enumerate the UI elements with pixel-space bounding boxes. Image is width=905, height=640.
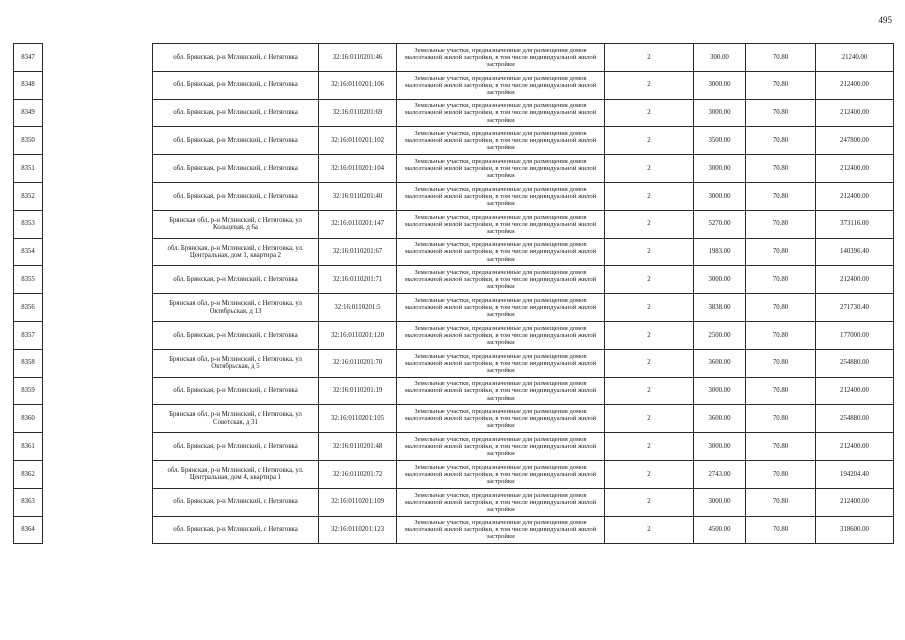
cell-cadastral: 32:16:0110201:5 <box>319 294 397 322</box>
cell-description: Земельные участки, предназначенные для размещения домов малоэтажной жилой застройки, в том числе индивидуальной жилой застройки <box>397 294 605 322</box>
cell-price: 70.80 <box>746 377 816 405</box>
cell-cadastral: 32:16:0110201:67 <box>319 238 397 266</box>
cell-category: 2 <box>605 44 694 72</box>
cell-category: 2 <box>605 321 694 349</box>
cell-total: 212400.00 <box>816 182 894 210</box>
cell-address: обл. Брянская, р-н Мглинский, с Нетяговка <box>153 516 319 544</box>
cell-total: 212400.00 <box>816 266 894 294</box>
cell-address: обл. Брянская, р-н Мглинский, с Нетяговка <box>153 127 319 155</box>
table-row <box>14 349 894 377</box>
cell-num: 8354 <box>14 238 43 266</box>
cell-category: 2 <box>605 460 694 488</box>
cell-blank <box>43 460 153 488</box>
cell-category: 2 <box>605 71 694 99</box>
cell-description: Земельные участки, предназначенные для размещения домов малоэтажной жилой застройки, в том числе индивидуальной жилой застройки <box>397 488 605 516</box>
cell-area: 3000.00 <box>694 155 746 183</box>
cell-description: Земельные участки, предназначенные для размещения домов малоэтажной жилой застройки, в том числе индивидуальной жилой застройки <box>397 266 605 294</box>
cell-cadastral: 32:16:0110201:123 <box>319 516 397 544</box>
cell-address: обл. Брянская, р-н Мглинский, с Нетяговка <box>153 433 319 461</box>
cell-blank <box>43 71 153 99</box>
cell-address: обл. Брянская, р-н Мглинский, с Нетяговка <box>153 44 319 72</box>
cell-blank <box>43 210 153 238</box>
cell-price: 70.80 <box>746 294 816 322</box>
cell-address: обл. Брянская, р-н Мглинский, с Нетяговка <box>153 321 319 349</box>
cell-price: 70.80 <box>746 321 816 349</box>
cell-num: 8361 <box>14 433 43 461</box>
cell-description: Земельные участки, предназначенные для размещения домов малоэтажной жилой застройки, в том числе индивидуальной жилой застройки <box>397 349 605 377</box>
cell-area: 3500.00 <box>694 127 746 155</box>
cell-description: Земельные участки, предназначенные для размещения домов малоэтажной жилой застройки, в том числе индивидуальной жилой застройки <box>397 405 605 433</box>
cell-num: 8359 <box>14 377 43 405</box>
cell-num: 8353 <box>14 210 43 238</box>
cell-total: 254880.00 <box>816 405 894 433</box>
cell-cadastral: 32:16:0110201:147 <box>319 210 397 238</box>
cell-num: 8347 <box>14 44 43 72</box>
table-row <box>14 99 894 127</box>
cell-area: 3000.00 <box>694 488 746 516</box>
cell-blank <box>43 155 153 183</box>
cell-category: 2 <box>605 488 694 516</box>
table-row <box>14 294 894 322</box>
cell-price: 70.80 <box>746 405 816 433</box>
cell-category: 2 <box>605 238 694 266</box>
cell-address: Брянская обл, р-н Мглинский, с Нетяговка, ул Советская, д 31 <box>153 405 319 433</box>
table-row <box>14 377 894 405</box>
cell-category: 2 <box>605 127 694 155</box>
cell-blank <box>43 99 153 127</box>
cell-address: обл. Брянская, р-н Мглинский, с Нетяговка <box>153 266 319 294</box>
cell-blank <box>43 294 153 322</box>
table-row <box>14 321 894 349</box>
cell-description: Земельные участки, предназначенные для размещения домов малоэтажной жилой застройки, в том числе индивидуальной жилой застройки <box>397 321 605 349</box>
cell-cadastral: 32:16:0110201:105 <box>319 405 397 433</box>
cell-area: 2743.00 <box>694 460 746 488</box>
cell-area: 300.00 <box>694 44 746 72</box>
cell-blank <box>43 433 153 461</box>
cell-category: 2 <box>605 155 694 183</box>
land-parcels-table <box>13 43 894 544</box>
cell-area: 3600.00 <box>694 349 746 377</box>
cell-num: 8363 <box>14 488 43 516</box>
cell-address: обл. Брянская, р-н Мглинский, с Нетяговка <box>153 377 319 405</box>
table-row <box>14 488 894 516</box>
cell-price: 70.80 <box>746 44 816 72</box>
cell-price: 70.80 <box>746 516 816 544</box>
cell-total: 212400.00 <box>816 433 894 461</box>
cell-num: 8355 <box>14 266 43 294</box>
cell-total: 194204.40 <box>816 460 894 488</box>
cell-description: Земельные участки, предназначенные для размещения домов малоэтажной жилой застройки, в том числе индивидуальной жилой застройки <box>397 155 605 183</box>
cell-area: 5270.00 <box>694 210 746 238</box>
cell-description: Земельные участки, предназначенные для размещения домов малоэтажной жилой застройки, в том числе индивидуальной жилой застройки <box>397 516 605 544</box>
table-row <box>14 266 894 294</box>
cell-num: 8348 <box>14 71 43 99</box>
cell-total: 247800.00 <box>816 127 894 155</box>
cell-description: Земельные участки, предназначенные для размещения домов малоэтажной жилой застройки, в том числе индивидуальной жилой застройки <box>397 460 605 488</box>
table-row <box>14 238 894 266</box>
cell-area: 3600.00 <box>694 405 746 433</box>
cell-total: 212400.00 <box>816 377 894 405</box>
cell-cadastral: 32:16:0110201:46 <box>319 44 397 72</box>
cell-address: обл. Брянская, р-н Мглинский, с Нетяговка <box>153 71 319 99</box>
cell-address: обл. Брянская, р-н Мглинский, с Нетяговка <box>153 488 319 516</box>
cell-total: 212400.00 <box>816 71 894 99</box>
table-row <box>14 405 894 433</box>
cell-price: 70.80 <box>746 182 816 210</box>
cell-price: 70.80 <box>746 155 816 183</box>
cell-address: обл. Брянская, р-н Мглинский, с Нетяговка <box>153 182 319 210</box>
cell-total: 177000.00 <box>816 321 894 349</box>
table-row <box>14 127 894 155</box>
table-row <box>14 460 894 488</box>
cell-total: 21240.00 <box>816 44 894 72</box>
cell-area: 1983.00 <box>694 238 746 266</box>
cell-cadastral: 32:16:0110201:104 <box>319 155 397 183</box>
cell-cadastral: 32:16:0110201:120 <box>319 321 397 349</box>
cell-cadastral: 32:16:0110201:19 <box>319 377 397 405</box>
cell-total: 212400.00 <box>816 488 894 516</box>
cell-category: 2 <box>605 349 694 377</box>
cell-blank <box>43 182 153 210</box>
cell-area: 3000.00 <box>694 266 746 294</box>
cell-description: Земельные участки, предназначенные для размещения домов малоэтажной жилой застройки, в том числе индивидуальной жилой застройки <box>397 127 605 155</box>
cell-num: 8362 <box>14 460 43 488</box>
cell-blank <box>43 321 153 349</box>
cell-price: 70.80 <box>746 349 816 377</box>
cell-area: 4500.00 <box>694 516 746 544</box>
cell-address: обл. Брянская, р-н Мглинский, с Нетяговка <box>153 155 319 183</box>
cell-total: 254880.00 <box>816 349 894 377</box>
cell-description: Земельные участки, предназначенные для размещения домов малоэтажной жилой застройки, в том числе индивидуальной жилой застройки <box>397 433 605 461</box>
cell-num: 8358 <box>14 349 43 377</box>
cell-total: 318600.00 <box>816 516 894 544</box>
table-row <box>14 516 894 544</box>
cell-blank <box>43 127 153 155</box>
cell-blank <box>43 266 153 294</box>
cell-address: обл. Брянская, р-н Мглинский, с Нетяговка <box>153 99 319 127</box>
cell-total: 212400.00 <box>816 155 894 183</box>
cell-price: 70.80 <box>746 266 816 294</box>
cell-address: Брянская обл, р-н Мглинский, с Нетяговка, ул Кольцевая, д 6а <box>153 210 319 238</box>
cell-blank <box>43 44 153 72</box>
cell-category: 2 <box>605 405 694 433</box>
cell-category: 2 <box>605 516 694 544</box>
cell-description: Земельные участки, предназначенные для размещения домов малоэтажной жилой застройки, в том числе индивидуальной жилой застройки <box>397 238 605 266</box>
table-row <box>14 210 894 238</box>
cell-price: 70.80 <box>746 71 816 99</box>
cell-price: 70.80 <box>746 127 816 155</box>
cell-address: Брянская обл, р-н Мглинский, с Нетяговка, ул Октябрьская, д 5 <box>153 349 319 377</box>
cell-description: Земельные участки, предназначенные для размещения домов малоэтажной жилой застройки, в том числе индивидуальной жилой застройки <box>397 99 605 127</box>
cell-num: 8364 <box>14 516 43 544</box>
cell-category: 2 <box>605 377 694 405</box>
cell-blank <box>43 405 153 433</box>
cell-price: 70.80 <box>746 210 816 238</box>
cell-description: Земельные участки, предназначенные для размещения домов малоэтажной жилой застройки, в том числе индивидуальной жилой застройки <box>397 210 605 238</box>
cell-num: 8352 <box>14 182 43 210</box>
table-row <box>14 71 894 99</box>
cell-num: 8351 <box>14 155 43 183</box>
cell-category: 2 <box>605 266 694 294</box>
cell-blank <box>43 516 153 544</box>
cell-area: 3000.00 <box>694 99 746 127</box>
cell-price: 70.80 <box>746 433 816 461</box>
page-number: 495 <box>878 15 892 25</box>
cell-total: 373116.00 <box>816 210 894 238</box>
cell-price: 70.80 <box>746 99 816 127</box>
cell-area: 3000.00 <box>694 433 746 461</box>
cell-category: 2 <box>605 294 694 322</box>
cell-description: Земельные участки, предназначенные для размещения домов малоэтажной жилой застройки, в том числе индивидуальной жилой застройки <box>397 71 605 99</box>
cell-num: 8356 <box>14 294 43 322</box>
cell-total: 212400.00 <box>816 99 894 127</box>
cell-cadastral: 32:16:0110201:72 <box>319 460 397 488</box>
cell-blank <box>43 377 153 405</box>
cell-cadastral: 32:16:0110201:102 <box>319 127 397 155</box>
cell-cadastral: 32:16:0110201:69 <box>319 99 397 127</box>
cell-category: 2 <box>605 182 694 210</box>
cell-total: 271730.40 <box>816 294 894 322</box>
table-row <box>14 433 894 461</box>
cell-category: 2 <box>605 99 694 127</box>
cell-area: 3000.00 <box>694 71 746 99</box>
cell-cadastral: 32:16:0110201:106 <box>319 71 397 99</box>
cell-num: 8360 <box>14 405 43 433</box>
table-row <box>14 182 894 210</box>
cell-description: Земельные участки, предназначенные для размещения домов малоэтажной жилой застройки, в том числе индивидуальной жилой застройки <box>397 377 605 405</box>
cell-num: 8357 <box>14 321 43 349</box>
cell-blank <box>43 238 153 266</box>
cell-address: обл. Брянская, р-н Мглинский, с Нетяговка, ул. Центральная, дом 1, квартира 2 <box>153 238 319 266</box>
table-body <box>14 44 894 544</box>
cell-address: обл. Брянская, р-н Мглинский, с Нетяговка, ул. Центральная, дом 4, квартира 1 <box>153 460 319 488</box>
cell-area: 2500.00 <box>694 321 746 349</box>
cell-blank <box>43 488 153 516</box>
cell-price: 70.80 <box>746 488 816 516</box>
cell-total: 140396.40 <box>816 238 894 266</box>
cell-cadastral: 32:16:0110201:71 <box>319 266 397 294</box>
cell-cadastral: 32:16:0110201:109 <box>319 488 397 516</box>
cell-description: Земельные участки, предназначенные для размещения домов малоэтажной жилой застройки, в том числе индивидуальной жилой застройки <box>397 44 605 72</box>
table-row <box>14 44 894 72</box>
cell-num: 8349 <box>14 99 43 127</box>
cell-cadastral: 32:16:0110201:40 <box>319 182 397 210</box>
cell-blank <box>43 349 153 377</box>
cell-num: 8350 <box>14 127 43 155</box>
cell-area: 3838.00 <box>694 294 746 322</box>
cell-cadastral: 32:16:0110201:48 <box>319 433 397 461</box>
cell-area: 3000.00 <box>694 182 746 210</box>
table-row <box>14 155 894 183</box>
cell-address: Брянская обл, р-н Мглинский, с Нетяговка, ул Октябрьская, д 13 <box>153 294 319 322</box>
cell-cadastral: 32:16:0110201:70 <box>319 349 397 377</box>
cell-category: 2 <box>605 433 694 461</box>
cell-description: Земельные участки, предназначенные для размещения домов малоэтажной жилой застройки, в том числе индивидуальной жилой застройки <box>397 182 605 210</box>
cell-price: 70.80 <box>746 460 816 488</box>
cell-price: 70.80 <box>746 238 816 266</box>
cell-category: 2 <box>605 210 694 238</box>
cell-area: 3000.00 <box>694 377 746 405</box>
